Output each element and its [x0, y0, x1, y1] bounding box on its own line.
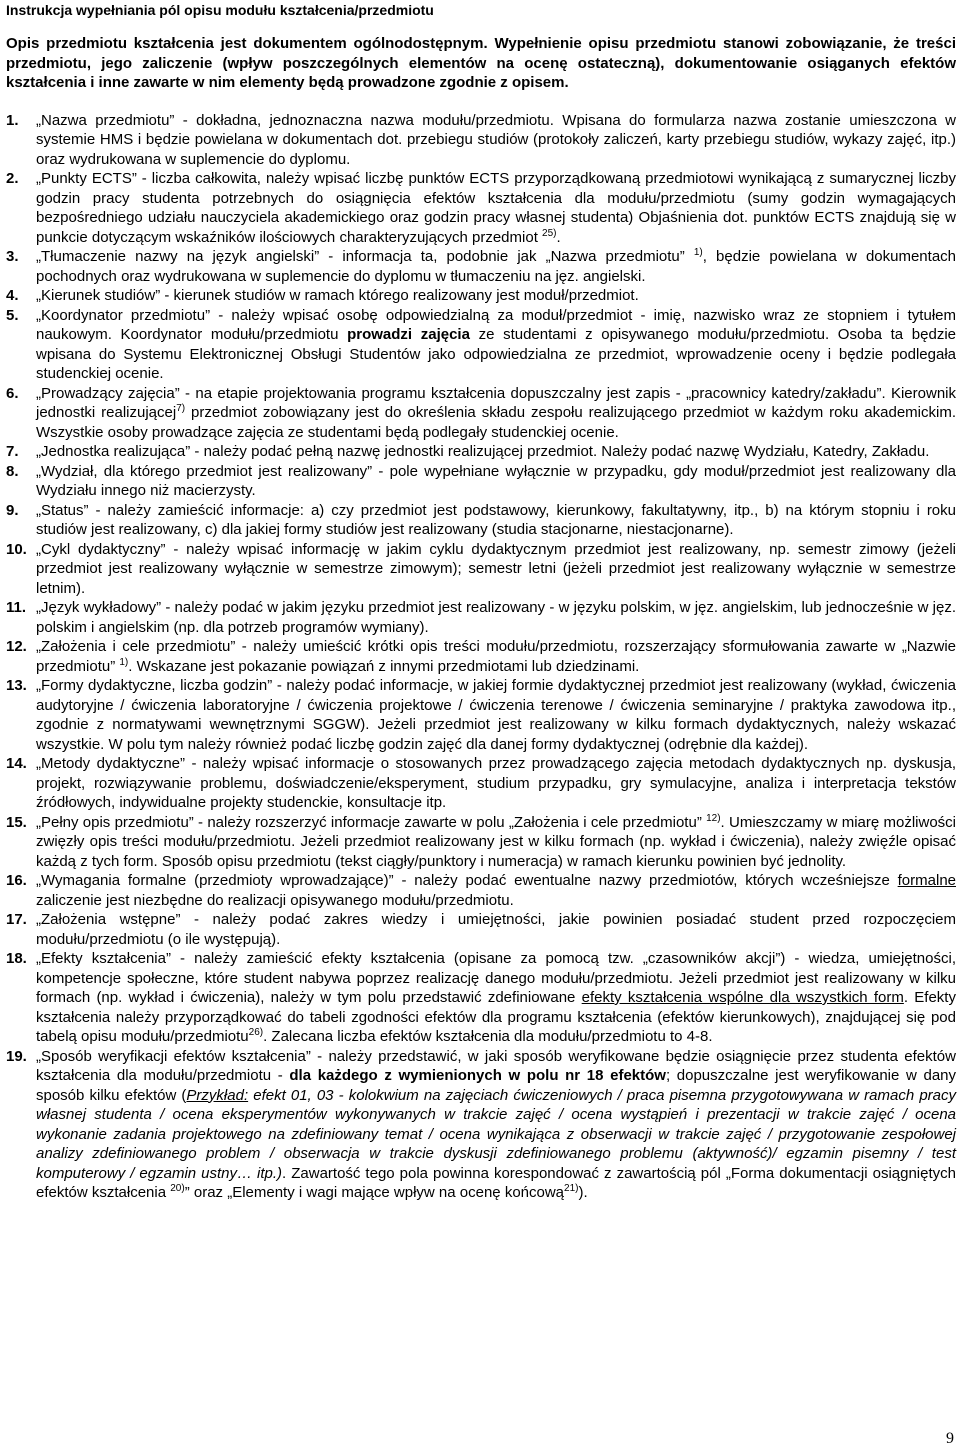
text-run: „Status” - należy zamieścić informacje: a) czy przedmiot jest podstawowy, kierunkowy, fakultatywny, itp., b) na którym stopniu i roku studiów jest realizowany, c) dla jakiej formy studiów jest realizowany (studia stacjonarne, niestacjonarne). — [36, 501, 956, 538]
item-number: 10. — [6, 540, 27, 558]
text-run: „Wymagania formalne (przedmioty wprowadzające)” - należy podać ewentualne nazwy przedmiotów, których wcześniejsze — [36, 872, 898, 889]
text-run: formalne — [897, 872, 956, 889]
item-number: 13. — [6, 677, 27, 694]
instruction-list — [6, 111, 956, 1203]
list-item — [6, 949, 956, 1047]
footnote-ref: 12) — [706, 812, 721, 824]
item-text — [36, 813, 956, 872]
text-run: „Cykl dydaktyczny” - należy wpisać informację w jakim cyklu dydaktycznym przedmiot jest realizowany, np. semestr zimowy (jeżeli przedmiot jest realizowany wyłącznie w semestrze zimowym); semestr letni (jeżeli przedmiot jest realizowany wyłącznie w semestrze letnim). — [36, 540, 956, 597]
item-number: 4. — [6, 287, 19, 304]
item-text — [36, 540, 956, 599]
list-item — [6, 169, 956, 247]
text-run: „Nazwa przedmiotu” - dokładna, jednoznaczna nazwa modułu/przedmiotu. Wpisana do formularza nazwa zostanie umieszczona w systemie HMS i będzie powielana w dokumentach dot. przebiegu studiów (protokoły zaliczeń, karty przebiegu studiów, wykazy zajęć, itp.) oraz wydrukowana w suplemencie do dyplomu. — [36, 111, 956, 168]
footnote-ref: 1) — [693, 247, 703, 258]
item-text — [36, 676, 956, 754]
list-item — [6, 813, 956, 872]
text-run: „Wydział, dla którego przedmiot jest realizowany” - pole wypełniane wyłącznie w przypadku, gdy moduł/przedmiot jest realizowany dla Wydziału innego niż macierzysty. — [36, 462, 956, 499]
text-run: ). — [578, 1184, 588, 1201]
item-number: 2. — [6, 170, 19, 187]
item-text — [36, 111, 956, 170]
footnote-ref: 25) — [542, 227, 557, 239]
text-run: „Założenia wstępne” - należy podać zakres wiedzy i umiejętności, jakie powinien posiadać student przed rozpoczęciem modułu/przedmiotu (o ile występują). — [36, 911, 956, 948]
text-run: „Punkty ECTS” - liczba całkowita, należy wpisać liczbę punktów ECTS przyporządkowaną przedmiotowi wynikającą z sumarycznej liczby godzin pracy studenta potrzebnych do osiągnięcia efektów kształcenia dla modułu/przedmiotu (sumy godzin wymagających bezpośredniego udziału nauczyciela akademickiego oraz godzin pracy własnej studenta) Objaśnienia dot. punktów ECTS znajdują się w punkcie dotyczącym wskaźników ilościowych charakteryzujących przedmiot — [36, 170, 956, 246]
item-text — [36, 286, 956, 306]
item-text — [36, 384, 956, 443]
footnote-ref: 7) — [176, 403, 186, 414]
item-number: 8. — [6, 462, 19, 480]
item-number: 6. — [6, 384, 19, 402]
text-run: efekt 01, 03 - kolokwium na zajęciach ćwiczeniowych / praca pisemna przygotowywana w ramach pracy własnej studenta / ocena eksperymentów wykonywanych w trakcie zajęć / ocena wystąpień i prezentacji w trakcie zajęć / ocena wykonanie zadania projektowego na zdefiniowany temat / ocena wynikająca z obserwacji w trakcie zajęć / przygotowanie zespołowej analizy zdefiniowanego problem / obserwacja w trakcie dyskusji zdefiniowanego problemu (aktywność)/ egzamin pisemny / test komputerowy / egzamin ustny… itp.) — [36, 1086, 956, 1182]
item-number: 15. — [6, 813, 27, 831]
list-item — [6, 910, 956, 949]
item-number: 14. — [6, 755, 27, 772]
list-item — [6, 540, 956, 599]
list-item — [6, 501, 956, 540]
text-run: . Zawartość tego pola powinna korespondować z zawartością pól „Forma dokumentacji osiągniętych efektów kształcenia — [36, 1164, 956, 1201]
item-text — [36, 637, 956, 676]
item-number: 7. — [6, 443, 19, 460]
item-text — [36, 910, 956, 949]
text-run: . Zalecana liczba efektów kształcenia dla modułu/przedmiotu to 4-8. — [263, 1028, 713, 1045]
text-run: „Efekty kształcenia” - należy zamieścić efekty kształcenia (opisane za pomocą tzw. „czasowników akcji”) - wiedza, umiejętności, kompetencje społeczne, które student nabywa poprzez realizację danego modułu/przedmiotu. Jeżeli przedmiot jest realizowany w kilku formach (np. wykład i ćwiczenia), należy w tym polu przedstawić zdefiniowane — [36, 950, 956, 1006]
text-run: „Metody dydaktyczne” - należy wpisać informacje o stosowanych przez prowadzącego zajęcia metodach dydaktycznych np. dyskusja, projekt, rozwiązywanie problemu, doświadczenie/eksperyment, studium przypadku, gry symulacyjne, analiza i interpretacja tekstów źródłowych, indywidualne projekty studenckie, konsultacje itp. — [36, 755, 956, 811]
text-run: dla każdego z wymienionych w polu nr 18 efektów — [289, 1067, 666, 1084]
item-number: 11. — [6, 599, 27, 616]
text-run: ” oraz „Elementy i wagi mające wpływ na ocenę końcową — [184, 1184, 565, 1201]
item-number: 18. — [6, 950, 27, 967]
item-text — [36, 598, 956, 637]
item-number: 17. — [6, 911, 27, 928]
text-run: . Efekty kształcenia należy przyporządkować do tabeli zgodności efektów dla programu kształcenia (efektów kierunkowych), znajdującej się pod tabelą opisu modułu/przedmiotu — [36, 989, 956, 1045]
text-run: prowadzi zajęcia — [347, 326, 470, 343]
item-text — [36, 501, 956, 540]
text-run: „Tłumaczenie nazwy na język angielski” - informacja ta, podobnie jak „Nazwa przedmiotu” — [36, 248, 694, 265]
text-run: „Jednostka realizująca” - należy podać pełną nazwę jednostki realizującej przedmiot. Należy podać nazwę Wydziału, Katedry, Zakładu. — [36, 443, 930, 460]
text-run: efekty kształcenia wspólne dla wszystkich form — [581, 989, 904, 1006]
text-run: „Założenia i cele przedmiotu” - należy umieścić krótki opis treści modułu/przedmiotu, rozszerzający sformułowania zawarte w „Nazwie przedmiotu” — [36, 638, 956, 675]
item-number: 1. — [6, 111, 19, 129]
text-run: „Formy dydaktyczne, liczba godzin” - należy podać informacje, w jakiej formie dydaktycznej przedmiot jest realizowany (wykład, ćwiczenia audytoryjne / ćwiczenia laboratoryjne / ćwiczenia projektowe / ćwiczenia terenowe / ćwiczenia seminaryjne / praktyka zawodowa itp., zgodnie z normatywami wewnętrznymi SGGW). Jeżeli przedmiot jest realizowany w kilku formach dydaktycznych, należy wskazać wszystkie. W polu tym należy również podać liczbę godzin zajęć dla danej formy dydaktycznej (odrębnie dla każdej). — [36, 677, 956, 753]
list-item — [6, 247, 956, 286]
text-run: „Koordynator przedmiotu” - należy wpisać osobę odpowiedzialną za moduł/przedmiot - imię, nazwisko wraz ze stopniem i tytułem naukowym. Koordynator modułu/przedmiotu — [36, 306, 956, 343]
text-run: ze studentami z opisywanego modułu/przedmiotu. Osoba ta będzie wpisana do Systemu Elektronicznej Obsługi Studentów jako odpowiedzialna ze przedmiot, wprowadzenie oceny i będzie podlegała studenckiej ocenie. — [36, 326, 956, 382]
list-item — [6, 754, 956, 813]
text-run: przedmiot zobowiązany jest do określenia składu zespołu realizującego przedmiot w każdym roku akademickim. Wszystkie osoby prowadzące zajęcia ze studentami będą podlegały studenckiej ocenie. — [36, 404, 956, 441]
text-run: „Sposób weryfikacji efektów kształcenia” - należy przedstawić, w jaki sposób weryfikowane będzie osiągnięcie przez studenta efektów kształcenia dla modułu/przedmiotu - — [36, 1047, 956, 1084]
text-run: . Umieszczamy w miarę możliwości zwięzły opis treści modułu/przedmiotu. Jeżeli przedmiot realizowany jest w kilku formach (np. wykład i ćwiczenia), należy zwięźle opisać każdą z tych form. Sposób opisu przedmiotu (tekst ciągły/punktory i numeracja) w ramach kierunku powinien być jednolity. — [36, 813, 957, 870]
text-run: . — [556, 228, 561, 246]
text-run: . Wskazane jest pokazanie powiązań z innymi przedmiotami lub dziedzinami. — [128, 657, 640, 675]
item-text — [36, 871, 956, 910]
text-run: ; dopuszczalne jest weryfikowanie w dany sposób kilku efektów ( — [36, 1067, 957, 1104]
document-title: Instrukcja wypełniania pól opisu modułu kształcenia/przedmiotu — [6, 2, 434, 18]
text-run: „Pełny opis przedmiotu” - należy rozszerzyć informacje zawarte w polu „Założenia i cele przedmiotu” — [36, 813, 707, 831]
list-item — [6, 462, 956, 501]
footnote-ref: 26) — [248, 1027, 264, 1038]
item-text — [36, 306, 956, 384]
item-text — [36, 949, 956, 1047]
list-item — [6, 384, 956, 443]
item-text — [36, 169, 956, 247]
item-text — [36, 442, 956, 462]
list-item — [6, 676, 956, 754]
list-item — [6, 1047, 956, 1203]
text-run: , będzie powielana w dokumentach pochodnych oraz wydrukowana w suplemencie do dyplomu w tłumaczeniu na jęz. angielski. — [36, 248, 957, 285]
item-number: 16. — [6, 872, 27, 889]
footnote-ref: 1) — [119, 656, 129, 668]
page-number: 9 — [946, 1430, 954, 1447]
item-number: 5. — [6, 306, 19, 324]
text-run: „Prowadzący zajęcia” - na etapie projektowania programu kształcenia dopuszczalny jest zapis - „pracownicy katedry/zakładu”. Kierownik jednostki realizującej — [36, 384, 956, 421]
text-run: zaliczenie jest niezbędne do realizacji opisywanego modułu/przedmiotu. — [36, 891, 514, 909]
item-text — [36, 754, 956, 813]
item-text — [36, 462, 956, 501]
text-run: „Kierunek studiów” - kierunek studiów w ramach którego realizowany jest moduł/przedmiot. — [36, 287, 639, 304]
list-item — [6, 306, 956, 384]
list-item — [6, 286, 956, 306]
list-item — [6, 111, 956, 170]
list-item — [6, 598, 956, 637]
footnote-ref: 20) — [170, 1183, 185, 1194]
item-number: 9. — [6, 501, 19, 519]
item-text — [36, 247, 956, 286]
item-number: 19. — [6, 1047, 27, 1065]
intro-paragraph: Opis przedmiotu kształcenia jest dokumentem ogólnodostępnym. Wypełnienie opisu przedmiotu stanowi zobowiązanie, że treści przedmiotu, jego zaliczenie (wpływ poszczególnych elementów na ocenę ostateczną), dokumentowanie osiąganych efektów kształcenia i inne zawarte w nim elementy będą prowadzone zgodnie z opisem. — [6, 35, 956, 91]
item-text — [36, 1047, 956, 1203]
list-item — [6, 442, 956, 462]
list-item — [6, 871, 956, 910]
list-item — [6, 637, 956, 676]
item-number: 12. — [6, 638, 27, 655]
document-page — [6, 2, 956, 1203]
item-number: 3. — [6, 248, 19, 265]
text-run: „Język wykładowy” - należy podać w jakim języku przedmiot jest realizowany - w języku polskim, w jęz. angielskim, lub jednocześnie w jęz. polskim i angielskim (np. dla potrzeb programów wymiany). — [36, 599, 956, 636]
footnote-ref: 21) — [564, 1183, 579, 1194]
text-run: Przykład: — [186, 1086, 249, 1104]
